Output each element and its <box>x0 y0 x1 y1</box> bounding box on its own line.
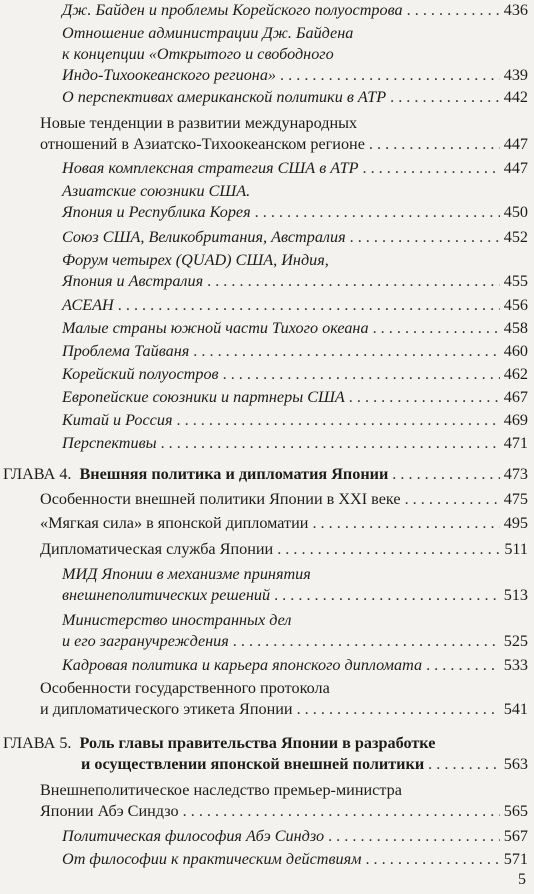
toc-entry-title: Малые страны южной части Тихого океана <box>62 319 369 337</box>
toc-page-number: 469 <box>503 411 528 429</box>
toc-page-number: 475 <box>503 490 528 508</box>
toc-entry-title: Перспективы <box>62 434 157 452</box>
toc-entry-title: отношений в Азиатско-Тихоокеанском регионе <box>40 135 365 153</box>
toc-entry-title: Кадровая политика и карьера японского дипломата <box>62 656 423 674</box>
toc-page-number: 567 <box>503 827 528 845</box>
toc-entry-china-russia <box>62 410 528 431</box>
toc-page-number: 571 <box>503 850 528 868</box>
dot-leader <box>297 699 500 720</box>
dot-leader <box>426 655 500 676</box>
dot-leader <box>207 271 500 292</box>
toc-entry-abe-philosophy <box>62 826 528 847</box>
dot-leader <box>365 849 499 870</box>
toc-page-number: 467 <box>503 388 528 406</box>
toc-entry-title: Япония и Австралия <box>62 272 204 290</box>
toc-entry-title: Особенности внешней политики Японии в XXI веке <box>40 490 401 508</box>
toc-entry-title: Внешнеполитическое наследство премьер-министра <box>40 781 402 799</box>
toc-entry-abe-legacy <box>40 780 528 822</box>
toc-page-number: 450 <box>503 203 528 221</box>
toc-entry-title: АСЕАН <box>62 296 114 314</box>
toc-page-number: 511 <box>504 540 528 558</box>
toc-page-number: 460 <box>503 342 528 360</box>
toc-entry-title: Корейский полуостров <box>62 365 219 383</box>
dot-leader <box>390 87 500 108</box>
toc-entry-title: Япония и Республика Корея <box>62 203 251 221</box>
toc-page-number: 442 <box>503 88 528 106</box>
toc-page-number: 541 <box>503 700 528 718</box>
toc-entry-title: Союз США, Великобритания, Австралия <box>62 228 346 246</box>
toc-entry-title: Проблема Тайваня <box>62 342 190 360</box>
dot-leader <box>405 489 500 510</box>
toc-entry-title: Особенности государственного протокола <box>40 679 330 697</box>
dot-leader <box>193 341 499 362</box>
dot-leader <box>274 585 500 606</box>
dot-leader <box>280 65 500 86</box>
toc-page-number: 439 <box>503 66 528 84</box>
toc-entry-korean-peninsula <box>62 364 528 385</box>
dot-leader <box>407 0 500 21</box>
chapter-title: Роль главы правительства Японии в разработке <box>79 734 436 752</box>
toc-page-number: 462 <box>503 365 528 383</box>
toc-chapter-5 <box>3 733 528 775</box>
toc-entry-philosophy-to-practice <box>62 849 528 870</box>
toc-entry-soft-power <box>40 513 528 534</box>
toc-entry-title: Новая комплексная стратегия США в АТР <box>62 159 359 177</box>
dot-leader <box>428 754 500 775</box>
toc-entry-title: Азиатские союзники США. <box>62 182 251 200</box>
toc-page-number: 563 <box>503 755 528 773</box>
toc-chapter-4 <box>3 464 528 485</box>
toc-page-number: 525 <box>503 632 528 650</box>
toc-entry-title: Индо-Тихоокеанского региона» <box>62 66 277 84</box>
dot-leader <box>328 826 500 847</box>
toc-page-number: 513 <box>503 586 528 604</box>
toc-entry-title: Форум четырех (QUAD) США, Индия, <box>62 251 329 269</box>
page-number: 5 <box>518 871 526 888</box>
dot-leader <box>312 513 499 534</box>
dot-leader <box>177 410 500 431</box>
toc-entry-asian-allies <box>62 181 528 223</box>
toc-entry-aukus <box>62 227 528 248</box>
toc-entry-diplomatic-service <box>40 539 528 560</box>
toc-entry-european-allies <box>62 387 528 408</box>
toc-entry-title: Дж. Байден и проблемы Корейского полуострова <box>62 1 403 19</box>
toc-entry-title: От философии к практическим действиям <box>62 850 362 868</box>
dot-leader <box>223 364 500 385</box>
dot-leader <box>392 464 499 485</box>
dot-leader <box>161 433 500 454</box>
toc-entry-new-trends <box>40 113 528 155</box>
toc-entry-mofa-decisions <box>62 564 528 606</box>
toc-page-number: 447 <box>503 159 528 177</box>
toc-page-number: 455 <box>503 272 528 290</box>
toc-entry-biden-indo-pacific <box>62 23 528 86</box>
toc-entry-title: Китай и Россия <box>62 411 173 429</box>
dot-leader <box>362 158 499 179</box>
toc-entry-title: Новые тенденции в развитии международных <box>40 114 358 132</box>
toc-entry-biden-korea <box>62 0 528 21</box>
toc-entry-title: внешнеполитических решений <box>62 586 271 604</box>
toc-entry-title: «Мягкая сила» в японской дипломатии <box>40 514 309 532</box>
toc-entry-personnel <box>62 655 528 676</box>
toc-entry-us-policy-prospects <box>62 87 528 108</box>
dot-leader <box>369 134 500 155</box>
toc-page-number: 456 <box>503 296 528 314</box>
toc-entry-asean <box>62 295 528 316</box>
toc-entry-title: Министерство иностранных дел <box>62 611 292 629</box>
dot-leader <box>118 295 500 316</box>
toc-entry-mofa-missions <box>62 610 528 652</box>
dot-leader <box>373 318 500 339</box>
toc-entry-title: Отношение администрации Дж. Байдена <box>62 24 354 42</box>
toc-entry-taiwan <box>62 341 528 362</box>
toc-page-number: 458 <box>503 319 528 337</box>
toc-entry-title: Дипломатическая служба Японии <box>40 540 274 558</box>
toc-page-number: 533 <box>503 656 528 674</box>
dot-leader <box>349 387 500 408</box>
dot-leader <box>233 631 500 652</box>
chapter-title: и осуществлении японской внешней политики <box>81 755 425 773</box>
dot-leader <box>350 227 500 248</box>
dot-leader <box>183 801 500 822</box>
toc-entry-prospects <box>62 433 528 454</box>
toc-entry-title: Европейские союзники и партнеры США <box>62 388 345 406</box>
toc-entry-protocol <box>40 678 528 720</box>
chapter-label: ГЛАВА 4. <box>3 465 72 483</box>
toc-entry-title: и дипломатического этикета Японии <box>40 700 293 718</box>
dot-leader <box>255 202 500 223</box>
toc-page-number: 495 <box>503 514 528 532</box>
toc-entry-new-strategy <box>62 158 528 179</box>
toc-page-number: 447 <box>503 135 528 153</box>
toc-page-number: 452 <box>503 228 528 246</box>
toc-entry-pacific-islands <box>62 318 528 339</box>
toc-page-number: 436 <box>503 1 528 19</box>
toc-entry-title: Японии Абэ Синдзо <box>40 802 179 820</box>
toc-entry-quad <box>62 250 528 292</box>
toc-page-number: 471 <box>503 434 528 452</box>
toc-entry-title: и его загранучреждения <box>62 632 229 650</box>
toc-page-number: 565 <box>503 802 528 820</box>
toc-entry-title: к концепции «Открытого и свободного <box>62 45 334 63</box>
toc-page-number: 473 <box>503 465 528 483</box>
dot-leader <box>277 539 500 560</box>
toc-entry-japan-foreign-policy-21c <box>40 489 528 510</box>
chapter-title: Внешняя политика и дипломатия Японии <box>79 465 389 483</box>
toc-entry-title: О перспективах американской политики в АТР <box>62 88 387 106</box>
toc-entry-title: Политическая философия Абэ Синдзо <box>62 827 325 845</box>
chapter-label: ГЛАВА 5. <box>3 734 72 752</box>
toc-entry-title: МИД Японии в механизме принятия <box>62 565 311 583</box>
